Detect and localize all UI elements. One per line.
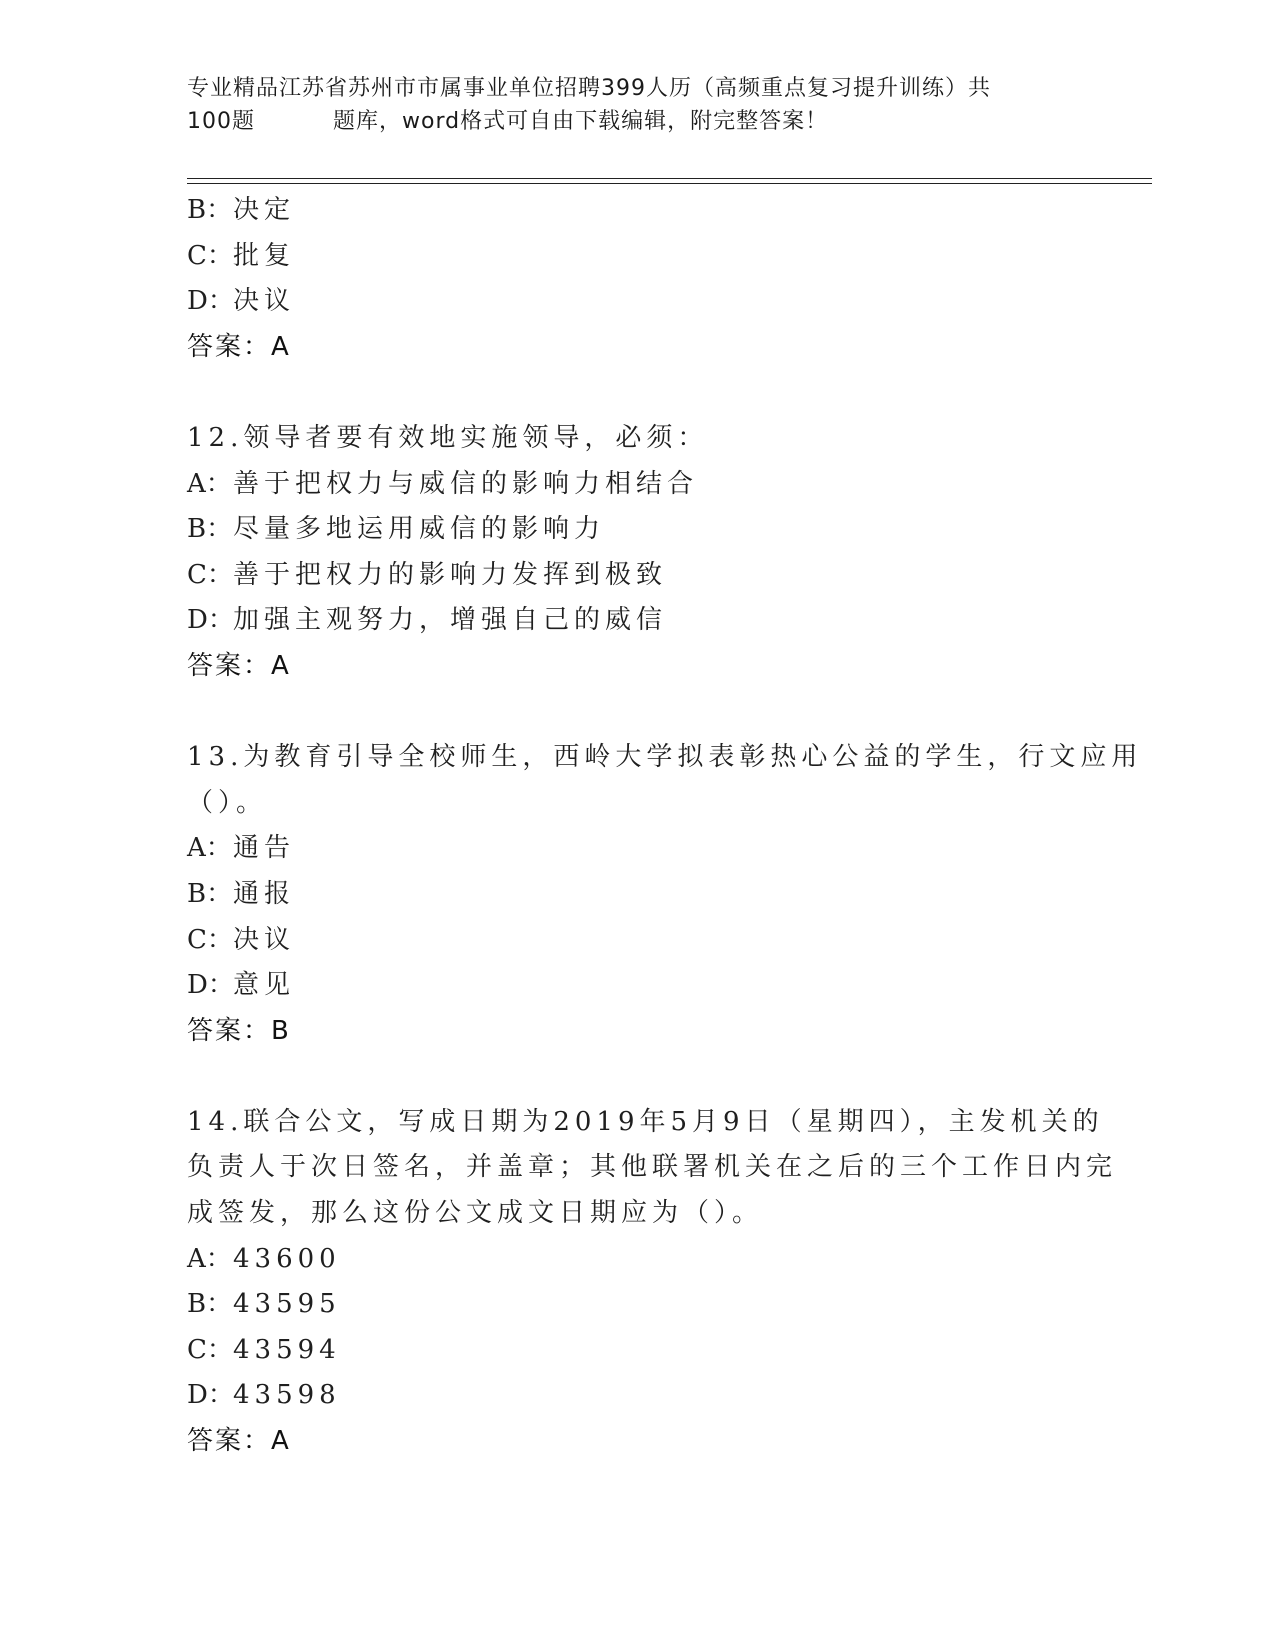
option-text: 43594 bbox=[233, 1334, 341, 1365]
option-d bbox=[187, 1373, 1087, 1419]
header-question-count: 100题 bbox=[187, 109, 255, 134]
question-11-continuation bbox=[187, 188, 1087, 370]
answer-line: 答案：A bbox=[187, 331, 291, 362]
question-stem-line: （）。 bbox=[187, 787, 268, 818]
option-key: D： bbox=[187, 1380, 234, 1411]
question-stem-line: 14.联合公文，写成日期为2019年5月9日（星期四），主发机关的 bbox=[187, 1106, 1104, 1137]
option-text: 善于把权力与威信的影响力相结合 bbox=[233, 468, 699, 499]
option-key: A： bbox=[187, 833, 232, 864]
option-d bbox=[187, 279, 1087, 325]
question-stem bbox=[187, 735, 1143, 826]
option-c bbox=[187, 234, 1087, 280]
option-text: 批复 bbox=[233, 240, 296, 271]
option-c bbox=[187, 1328, 1087, 1374]
question-stem-line: 负责人于次日签名，并盖章；其他联署机关在之后的三个工作日内完 bbox=[187, 1152, 1118, 1183]
question-stem-line: 12.领导者要有效地实施领导，必须： bbox=[187, 422, 709, 453]
option-text: 意见 bbox=[233, 970, 296, 1001]
option-text: 尽量多地运用威信的影响力 bbox=[233, 514, 606, 545]
question-list bbox=[187, 188, 1143, 1465]
option-c bbox=[187, 918, 1087, 964]
answer-line: 答案：A bbox=[187, 650, 291, 681]
option-text: 通告 bbox=[233, 833, 296, 864]
header-subtitle: 题库，word格式可自由下载编辑，附完整答案！ bbox=[333, 109, 829, 134]
option-text: 加强主观努力，增强自己的威信 bbox=[233, 605, 668, 636]
option-key: D： bbox=[187, 605, 234, 636]
option-key: B： bbox=[187, 1289, 233, 1320]
answer-line: 答案：A bbox=[187, 1426, 291, 1457]
header-divider-bottom bbox=[187, 183, 1152, 184]
option-text: 43600 bbox=[233, 1243, 341, 1274]
question-12 bbox=[187, 416, 1087, 690]
question-stem-line: 13.为教育引导全校师生，西岭大学拟表彰热心公益的学生，行文应用 bbox=[187, 742, 1143, 773]
option-key: C： bbox=[187, 924, 233, 955]
question-stem bbox=[187, 1100, 1118, 1237]
option-b bbox=[187, 1282, 1087, 1328]
option-text: 决议 bbox=[233, 286, 296, 317]
option-key: A： bbox=[187, 468, 232, 499]
option-a bbox=[187, 826, 1087, 872]
option-text: 43598 bbox=[233, 1380, 341, 1411]
question-14 bbox=[187, 1100, 1118, 1465]
option-key: A： bbox=[187, 1243, 232, 1274]
question-stem bbox=[187, 416, 1067, 462]
option-a bbox=[187, 1237, 1087, 1283]
option-text: 善于把权力的影响力发挥到极致 bbox=[233, 559, 668, 590]
option-a bbox=[187, 462, 1087, 508]
option-b bbox=[187, 872, 1087, 918]
option-key: C： bbox=[187, 240, 233, 271]
page-header bbox=[187, 72, 1067, 138]
option-key: B： bbox=[187, 195, 233, 225]
option-text: 决定 bbox=[233, 195, 296, 225]
question-13 bbox=[187, 735, 1143, 1054]
option-key: C： bbox=[187, 559, 233, 590]
option-key: B： bbox=[187, 878, 233, 909]
option-d bbox=[187, 598, 1087, 644]
header-divider-top bbox=[187, 178, 1152, 179]
header-title-line-1: 专业精品江苏省苏州市市属事业单位招聘399人历（高频重点复习提升训练）共 bbox=[187, 76, 991, 101]
question-stem-line: 成签发，那么这份公文成文日期应为（）。 bbox=[187, 1198, 764, 1229]
option-text: 决议 bbox=[233, 924, 296, 955]
option-text: 43595 bbox=[233, 1289, 341, 1320]
header-title-line-2 bbox=[187, 105, 1067, 138]
option-key: D： bbox=[187, 970, 234, 1001]
option-text: 通报 bbox=[233, 878, 296, 909]
option-b bbox=[187, 188, 1087, 234]
option-b bbox=[187, 507, 1087, 553]
option-key: C： bbox=[187, 1334, 233, 1365]
option-key: D： bbox=[187, 286, 234, 317]
option-c bbox=[187, 553, 1087, 599]
answer-line: 答案：B bbox=[187, 1015, 291, 1046]
option-d bbox=[187, 963, 1087, 1009]
option-key: B： bbox=[187, 514, 233, 545]
